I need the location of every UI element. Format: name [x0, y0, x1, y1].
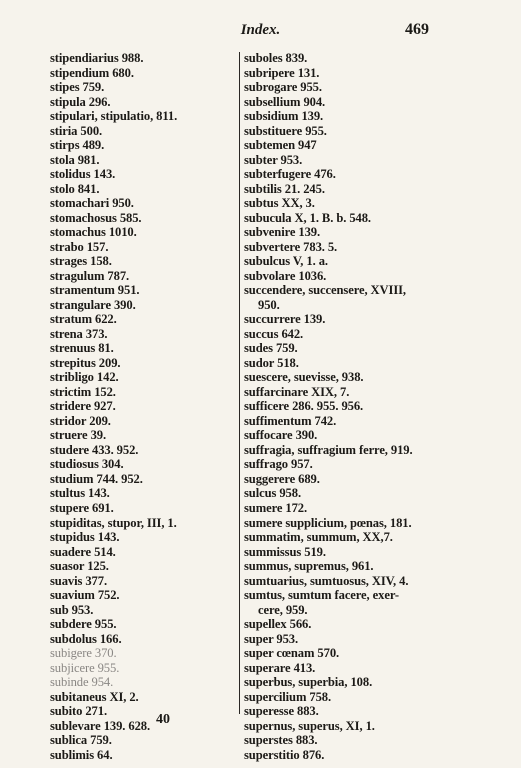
index-entry: strages 158. — [50, 254, 112, 269]
index-entry: suffrago 957. — [244, 457, 313, 472]
index-entry: suadere 514. — [50, 544, 116, 559]
index-entry: strena 373. — [50, 326, 108, 341]
index-entry: subitaneus XI, 2. — [50, 689, 139, 704]
index-entry: succurrere 139. — [244, 312, 326, 327]
index-entry: sufficere 286. 955. 956. — [244, 399, 364, 414]
index-entry: super cœnam 570. — [244, 646, 340, 661]
index-entry: superare 413. — [244, 660, 316, 675]
index-entry: sumtus, sumtum facere, exer- — [244, 588, 399, 603]
index-entry: subtus XX, 3. — [244, 196, 315, 211]
index-entry: subtilis 21. 245. — [244, 181, 325, 196]
index-entry: stomachosus 585. — [50, 210, 142, 225]
index-entry: strangulare 390. — [50, 297, 136, 312]
index-entry: stolo 841. — [50, 181, 100, 196]
index-entry: subter 953. — [244, 152, 303, 167]
index-entry: sumtuarius, sumtuosus, XIV, 4. — [244, 573, 409, 588]
index-entry: stribligo 142. — [50, 370, 119, 385]
index-entry: subulcus V, 1. a. — [244, 254, 328, 269]
index-entry: super 953. — [244, 631, 299, 646]
index-entry: sulcus 958. — [244, 486, 301, 501]
index-entry: subsidium 139. — [244, 109, 324, 124]
index-entry: sublevare 139. 628. — [50, 718, 151, 733]
index-entry: succendere, succensere, XVIII, — [244, 283, 406, 298]
index-entry: stomachus 1010. — [50, 225, 137, 240]
index-entry: stomachari 950. — [50, 196, 134, 211]
index-entry: stupidus 143. — [50, 530, 120, 545]
index-entry: struere 39. — [50, 428, 107, 443]
index-entry: substituere 955. — [244, 123, 327, 138]
index-entry: stipendiarius 988. — [50, 51, 144, 65]
index-entry: stipula 296. — [50, 94, 111, 109]
index-entry: subvolare 1036. — [244, 268, 327, 283]
index-entry: superstes 883. — [244, 733, 318, 748]
index-entry: sublica 759. — [50, 733, 112, 748]
signature-mark: 40 — [156, 712, 170, 727]
index-entry: suffimentum 742. — [244, 413, 337, 428]
index-entry: subdolus 166. — [50, 631, 122, 646]
index-entry: suffarcinare XIX, 7. — [244, 384, 350, 399]
index-entry: sub 953. — [50, 602, 94, 617]
index-entry: strepitus 209. — [50, 355, 121, 370]
index-entry: stultus 143. — [50, 486, 110, 501]
index-entry: suggerere 689. — [244, 471, 320, 486]
index-entry: subigere 370. — [50, 646, 117, 661]
index-entry: suffragia, suffragium ferre, 919. — [244, 442, 413, 457]
index-entry: suavium 752. — [50, 588, 120, 603]
index-entry: subvenire 139. — [244, 225, 321, 240]
index-entry: supernus, superus, XI, 1. — [244, 718, 375, 733]
index-entry: subdere 955. — [50, 617, 117, 632]
index-entry: strictim 152. — [50, 384, 116, 399]
index-entry: subinde 954. — [50, 675, 114, 690]
index-entry: stipendium 680. — [50, 65, 134, 80]
index-entry: subucula X, 1. B. b. 548. — [244, 210, 371, 225]
index-entry: suasor 125. — [50, 559, 109, 574]
index-entry: stipulari, stipulatio, 811. — [50, 109, 178, 124]
index-entry: summus, supremus, 961. — [244, 559, 374, 574]
index-entry: succus 642. — [244, 326, 304, 341]
index-entry: studere 433. 952. — [50, 442, 139, 457]
index-entry: stratum 622. — [50, 312, 117, 327]
index-column-right — [244, 51, 439, 762]
index-entry: stramentum 951. — [50, 283, 140, 298]
index-entry: superbus, superbia, 108. — [244, 675, 373, 690]
index-entry: studiosus 304. — [50, 457, 124, 472]
index-entry: suavis 377. — [50, 573, 107, 588]
index-entry: sudor 518. — [244, 355, 299, 370]
index-entry: suffocare 390. — [244, 428, 318, 443]
page-title: Index. — [240, 22, 281, 38]
index-entry: subjicere 955. — [50, 660, 120, 675]
index-entry: subsellium 904. — [244, 94, 326, 109]
index-entry: stolidus 143. — [50, 167, 116, 182]
index-entry: sumere supplicium, pœnas, 181. — [244, 515, 412, 530]
index-entry: subtemen 947 — [244, 138, 317, 153]
index-entry: summissus 519. — [244, 544, 326, 559]
index-entry: stiria 500. — [50, 123, 103, 138]
index-entry: stridere 927. — [50, 399, 116, 414]
index-entry: sumere 172. — [244, 500, 308, 515]
index-entry: stupiditas, stupor, III, 1. — [50, 515, 177, 530]
index-entry: subripere 131. — [244, 65, 320, 80]
index-entry: sudes 759. — [244, 341, 298, 356]
index-entry: subito 271. — [50, 704, 107, 719]
index-entry: stirps 489. — [50, 138, 105, 153]
index-entry: sublimis 64. — [50, 747, 113, 762]
index-entry: superstitio 876. — [244, 747, 325, 762]
index-entry: subrogare 955. — [244, 80, 322, 95]
index-entry: supercilium 758. — [244, 689, 332, 704]
index-entry: superesse 883. — [244, 704, 319, 719]
index-entry: stipes 759. — [50, 80, 105, 95]
index-entry: suboles 839. — [244, 51, 308, 65]
index-entry: subvertere 783. 5. — [244, 239, 338, 254]
index-entry: stola 981. — [50, 152, 100, 167]
index-entry: subterfugere 476. — [244, 167, 336, 182]
index-entry: studium 744. 952. — [50, 471, 143, 486]
index-entry-continuation: 950. — [258, 297, 280, 312]
page-number: 469 — [405, 21, 429, 38]
index-entry: summatim, summum, XX,7. — [244, 530, 393, 545]
index-entry: stridor 209. — [50, 413, 111, 428]
index-column-left — [50, 51, 235, 762]
index-entry: stupere 691. — [50, 500, 114, 515]
index-entry: supellex 566. — [244, 617, 312, 632]
index-entry: strenuus 81. — [50, 341, 114, 356]
index-entry: suescere, suevisse, 938. — [244, 370, 364, 385]
index-entry: strabo 157. — [50, 239, 109, 254]
index-entry-continuation: cere, 959. — [258, 602, 308, 617]
index-entry: stragulum 787. — [50, 268, 130, 283]
column-divider — [239, 52, 240, 714]
